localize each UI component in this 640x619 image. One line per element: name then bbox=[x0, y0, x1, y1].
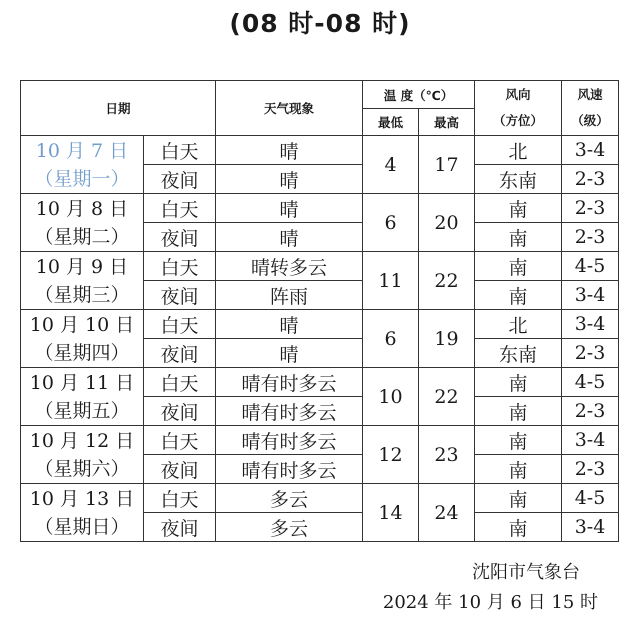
wind-speed-cell: 3-4 bbox=[562, 426, 619, 455]
date-cell bbox=[21, 136, 144, 194]
date-cell bbox=[21, 484, 144, 542]
date-label: 10 月 12 日 bbox=[29, 429, 135, 452]
period-cell: 白天 bbox=[144, 426, 216, 455]
page-title: (08 时-08 时) bbox=[229, 9, 411, 38]
weather-cell: 多云 bbox=[216, 484, 363, 513]
wind-speed-cell: 3-4 bbox=[562, 281, 619, 310]
wind-direction-cell: 南 bbox=[475, 281, 562, 310]
weather-cell: 晴 bbox=[216, 194, 363, 223]
wind-speed-cell: 4-5 bbox=[562, 252, 619, 281]
date-cell bbox=[21, 194, 144, 252]
weather-cell: 晴 bbox=[216, 339, 363, 368]
date-label: 10 月 9 日 bbox=[35, 255, 129, 278]
table-row bbox=[21, 484, 619, 513]
issuer: 沈阳市气象台 bbox=[472, 562, 580, 583]
wind-direction-cell: 南 bbox=[475, 368, 562, 397]
table-row bbox=[21, 252, 619, 281]
date-cell bbox=[21, 426, 144, 484]
wind-direction-cell: 南 bbox=[475, 252, 562, 281]
weekday-label: （星期五） bbox=[34, 399, 130, 422]
period-cell: 夜间 bbox=[144, 223, 216, 252]
forecast-table bbox=[20, 80, 619, 542]
header-weather: 天气现象 bbox=[216, 81, 363, 136]
temp-low-cell: 10 bbox=[363, 368, 419, 426]
temp-low-cell: 14 bbox=[363, 484, 419, 542]
period-cell: 白天 bbox=[144, 136, 216, 165]
forecast-body bbox=[21, 136, 619, 542]
wind-speed-cell: 2-3 bbox=[562, 223, 619, 252]
weather-cell: 晴 bbox=[216, 223, 363, 252]
period-cell: 白天 bbox=[144, 368, 216, 397]
date-label: 10 月 11 日 bbox=[29, 371, 135, 394]
temp-low-cell: 4 bbox=[363, 136, 419, 194]
period-cell: 夜间 bbox=[144, 455, 216, 484]
table-row bbox=[21, 368, 619, 397]
wind-speed-cell: 2-3 bbox=[562, 194, 619, 223]
temp-high-cell: 23 bbox=[419, 426, 475, 484]
temp-high-cell: 24 bbox=[419, 484, 475, 542]
temp-low-cell: 6 bbox=[363, 310, 419, 368]
wind-speed-cell: 2-3 bbox=[562, 397, 619, 426]
header-date: 日期 bbox=[21, 81, 216, 136]
weather-cell: 阵雨 bbox=[216, 281, 363, 310]
weather-cell: 晴有时多云 bbox=[216, 426, 363, 455]
weekday-label: （星期六） bbox=[34, 457, 130, 480]
table-row bbox=[21, 136, 619, 165]
header-wind-direction-sub: （方位） bbox=[493, 113, 544, 128]
period-cell: 夜间 bbox=[144, 339, 216, 368]
table-row bbox=[21, 194, 619, 223]
period-cell: 夜间 bbox=[144, 165, 216, 194]
wind-direction-cell: 南 bbox=[475, 426, 562, 455]
header-wind-speed bbox=[562, 81, 619, 136]
wind-speed-cell: 2-3 bbox=[562, 455, 619, 484]
weather-cell: 晴 bbox=[216, 136, 363, 165]
wind-speed-cell: 3-4 bbox=[562, 136, 619, 165]
period-cell: 夜间 bbox=[144, 281, 216, 310]
header-wind-direction-label: 风向 bbox=[505, 87, 531, 102]
weather-cell: 多云 bbox=[216, 513, 363, 542]
wind-direction-cell: 南 bbox=[475, 194, 562, 223]
date-label: 10 月 13 日 bbox=[29, 487, 135, 510]
weekday-label: （星期二） bbox=[34, 225, 130, 248]
period-cell: 白天 bbox=[144, 310, 216, 339]
header-temperature: 温 度（℃） bbox=[363, 81, 475, 109]
weather-cell: 晴 bbox=[216, 310, 363, 339]
weather-cell: 晴有时多云 bbox=[216, 368, 363, 397]
period-cell: 白天 bbox=[144, 194, 216, 223]
weather-cell: 晴有时多云 bbox=[216, 397, 363, 426]
wind-speed-cell: 3-4 bbox=[562, 310, 619, 339]
header-wind-speed-sub: （级） bbox=[571, 113, 609, 128]
date-cell bbox=[21, 252, 144, 310]
weekday-label: （星期三） bbox=[34, 283, 130, 306]
temp-high-cell: 17 bbox=[419, 136, 475, 194]
temp-high-cell: 22 bbox=[419, 368, 475, 426]
wind-direction-cell: 南 bbox=[475, 513, 562, 542]
temp-low-cell: 12 bbox=[363, 426, 419, 484]
temp-low-cell: 6 bbox=[363, 194, 419, 252]
header-wind-direction bbox=[475, 81, 562, 136]
period-cell: 夜间 bbox=[144, 397, 216, 426]
wind-direction-cell: 北 bbox=[475, 310, 562, 339]
date-label: 10 月 10 日 bbox=[29, 313, 135, 336]
table-row bbox=[21, 310, 619, 339]
weather-cell: 晴有时多云 bbox=[216, 455, 363, 484]
date-cell bbox=[21, 310, 144, 368]
weather-cell: 晴 bbox=[216, 165, 363, 194]
weekday-label: （星期四） bbox=[34, 341, 130, 364]
table-row bbox=[21, 426, 619, 455]
header-wind-speed-label: 风速 bbox=[577, 87, 603, 102]
weather-cell: 晴转多云 bbox=[216, 252, 363, 281]
temp-low-cell: 11 bbox=[363, 252, 419, 310]
date-label: 10 月 8 日 bbox=[35, 197, 129, 220]
date-label: 10 月 7 日 bbox=[35, 139, 129, 162]
date-cell bbox=[21, 368, 144, 426]
issue-time: 2024 年 10 月 6 日 15 时 bbox=[382, 592, 598, 613]
wind-speed-cell: 4-5 bbox=[562, 368, 619, 397]
wind-direction-cell: 南 bbox=[475, 455, 562, 484]
temp-high-cell: 20 bbox=[419, 194, 475, 252]
period-cell: 白天 bbox=[144, 252, 216, 281]
temp-high-cell: 22 bbox=[419, 252, 475, 310]
wind-speed-cell: 2-3 bbox=[562, 339, 619, 368]
weekday-label: （星期日） bbox=[34, 515, 130, 538]
wind-speed-cell: 3-4 bbox=[562, 513, 619, 542]
temp-high-cell: 19 bbox=[419, 310, 475, 368]
wind-direction-cell: 北 bbox=[475, 136, 562, 165]
header-temp-low: 最低 bbox=[363, 109, 419, 136]
wind-speed-cell: 4-5 bbox=[562, 484, 619, 513]
period-cell: 白天 bbox=[144, 484, 216, 513]
wind-speed-cell: 2-3 bbox=[562, 165, 619, 194]
wind-direction-cell: 南 bbox=[475, 397, 562, 426]
wind-direction-cell: 东南 bbox=[475, 165, 562, 194]
wind-direction-cell: 东南 bbox=[475, 339, 562, 368]
wind-direction-cell: 南 bbox=[475, 484, 562, 513]
weekday-label: （星期一） bbox=[34, 167, 130, 190]
period-cell: 夜间 bbox=[144, 513, 216, 542]
wind-direction-cell: 南 bbox=[475, 223, 562, 252]
header-temp-high: 最高 bbox=[419, 109, 475, 136]
